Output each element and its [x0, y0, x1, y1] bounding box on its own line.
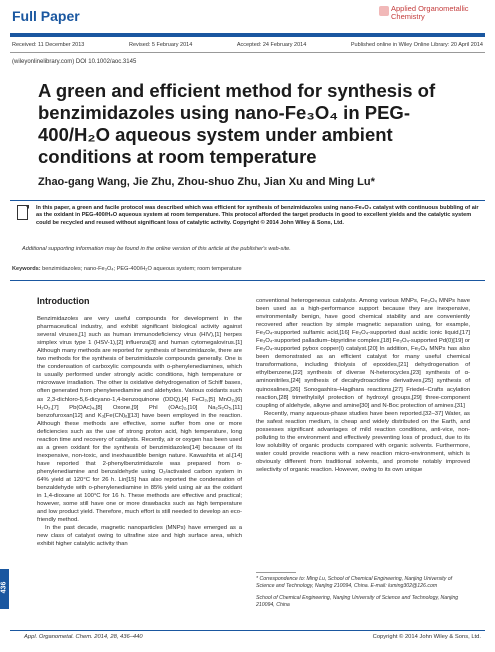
revised-date: Revised: 5 February 2014 [128, 42, 193, 48]
right-column [256, 297, 470, 474]
received-date: Received: 11 December 2013 [12, 42, 85, 48]
keywords-text: benzimidazoles; nano-Fe₃O₄; PEG-400/H₂O aqueous system; room temperature [42, 266, 242, 272]
keywords-label: Keywords: [12, 266, 41, 272]
keywords-rule [10, 280, 485, 281]
section-heading: Introduction [37, 296, 90, 306]
published-date: Published online in Wiley Online Library: 20 April 2014 [350, 42, 483, 48]
left-column [37, 297, 242, 548]
footnotes [256, 572, 470, 614]
page-number-tab [0, 569, 9, 609]
author-list: Zhao-gang Wang, Jie Zhu, Zhou-shuo Zhu, Jian Xu and Ming Lu* [38, 176, 375, 188]
doi-line: (wileyonlinelibrary.com) DOI 10.1002/aoc.3145 [12, 59, 137, 65]
header-rule [10, 33, 485, 37]
keywords-line [12, 266, 242, 272]
abstract-text: In this paper, a green and facile protocol was described which was efficient for synthesis of benzimidazoles using nano-Fe₃O₄ catalyst with continuous bubbling of air as the oxidant in PEG-400/H₂O aqueous system at room temperature. This protocol afforded the target products in good to excellent yields and the catalytic system could be recycled and reused without significant loss of catalytic activity. Copyright © 2014 John Wiley & Sons, Ltd. [36, 205, 479, 226]
intro-paragraph-2: In the past decade, magnetic nanoparticles (MNPs) have emerged as a new class of catalyst owing to ultrafine size and high surface area, which exhibit higher catalytic activity than [37, 525, 242, 548]
page-number: 436 [0, 581, 8, 594]
dates-rule [10, 52, 485, 53]
journal-name: Applied Organometallic Chemistry [391, 4, 469, 21]
article-dates [12, 42, 483, 48]
supporting-info-note: Additional supporting information may be found in the online version of this article at the publisher's web-site. [22, 246, 291, 252]
page-header [0, 0, 495, 36]
document-icon [16, 205, 30, 221]
footer-citation: Appl. Organometal. Chem. 2014, 28, 436–440 [24, 634, 143, 640]
intro-paragraph-1: Benzimidazoles are very useful compounds for development in the pharmaceutical industry, and exhibit significant biological activity against several viruses,[1] such as human immunodeficiency virus (HIV),[1] herpes simplex virus type 1 (HSV-1),[2] influenza[3] and human cytomegalovirus.[1] Although many methods are reported for synthesis of benzimidazole, there are two methods for the synthesis of benzimidazole compounds generally. One is the condensation of carboxylic compounds with o-phenylenediamines, which is usually performed under strongly acidic conditions, high temperature or microwave irradiation. The other is oxidative dehydrogenation of Schiff bases, often generated from phenylenediamine and aldehydes. Various oxidants such as 2,3-dichloro-5,6-dicyano-1,4-benzoquinone (DDQ),[4] FeCl₃,[5] MnO₂,[6] H₂O₂,[7] Pb(OAc)₄,[8] Oxone,[9] PhI (OAc)₂,[10] Na₂S₂O₅,[11] benzofuroxan[12] and K₃[Fe(CN)₆][13] have been employed in the reaction. Although these methods are effective, some suffer from one or more deficiencies such as the use of strong proton acid, high temperature, long reaction time and recovery of catalysts. Recently, air or oxygen has been used as a green oxidant for the synthesis of benzimidazoles[14] because of its inexpensive, non-toxic, and inexhaustible benign nature. Kawashita et al.[14] have reported that 2-phenylbenzimidazole was prepared from o-phenylenediamine and benzaldehyde using O₂/activated carbon system in 64% yield at 120°C for 26 h. Lin[15] has also reported the condensation of benzaldehyde with o-phenylenediamine in 85% yield using air as the oxidant in 1,4-dioxane at 100°C for 16 h. These methods are effective and practical; however, some still have one or more drawbacks such as high temperature and low product yield. Therefore, much effort is still needed to develop an eco-friendly method. [37, 316, 242, 524]
footer-rule [10, 630, 485, 631]
journal-logo-icon [379, 6, 389, 16]
footer-copyright: Copyright © 2014 John Wiley & Sons, Ltd. [372, 634, 481, 640]
footnote-rule [256, 572, 296, 573]
intro-paragraph-3: conventional heterogeneous catalysts. Among various MNPs, Fe₃O₄ MNPs have been used as a high-performance support because they are inexpensive, environmentally benign, have good chemical stability and are conveniently recovered after reaction by simple magnetic separation using, for example, Fe₃O₄-supported sulfamic acid,[16] Fe₃O₄-supported dual acidic ionic liquid,[17] Fe₃O₄-supported palladium–bipyridine complex,[18] Fe₃O₄-supported Pd(0)[19] or Fe₃O₄-supported pybox copper(I) catalyst.[20] In addition, Fe₃O₄ MNPs has also been demonstrated as an efficient catalyst for many useful chemical transformations, including thiolysis of epoxides,[21] dehydrogenation of ethylbenzene,[22] synthesis of diverse N-heterocycles,[23] synthesis of α-aminonitriles,[24] synthesis of decahydroacridine derivatives,[25] synthesis of quinoxalines,[26] Sonogashira–Hagihara reactions,[27] Friedel–Crafts acylation reaction,[28] trimethylsilyl protection of hydroxyl groups,[29] three-component coupling of aldehyde, alkyne and amine[30] and N-Boc protection of amines.[31] [256, 298, 470, 409]
affiliation-note: School of Chemical Engineering, Nanjing University of Science and Technology, Nanjing 210094, China [256, 595, 459, 608]
article-type-label: Full Paper [12, 8, 80, 24]
article-title: A green and efficient method for synthesis of benzimidazoles using nano-Fe₃O₄ in PEG-400/H₂O aqueous system under ambient conditions at room temperature [38, 80, 436, 167]
accepted-date: Accepted: 24 February 2014 [236, 42, 307, 48]
abstract-block [10, 200, 485, 227]
intro-paragraph-4: Recently, many aqueous-phase studies have been reported.[32–37] Water, as the safest reaction medium, is cheap and widely distributed on the Earth, and possesses significant advantages of mild reaction conditions, anti-vice, non-polluting to the environment and effectively preventing loss of product, due to its low solubility of organic products compared with organic solvents. Furthermore, water could provide reactions with a new reaction micro-environment, which is obviously different from traditional solvents, and promote notably improved selectivity of organic reaction. However, owing to its own unique [256, 410, 470, 473]
page-footer [24, 634, 481, 640]
correspondence-note: * Correspondence to: Ming Lu, School of Chemical Engineering, Nanjing University of Science and Technology, Nanjing 210094, China. E-mail: luming302@126.com [256, 576, 453, 589]
